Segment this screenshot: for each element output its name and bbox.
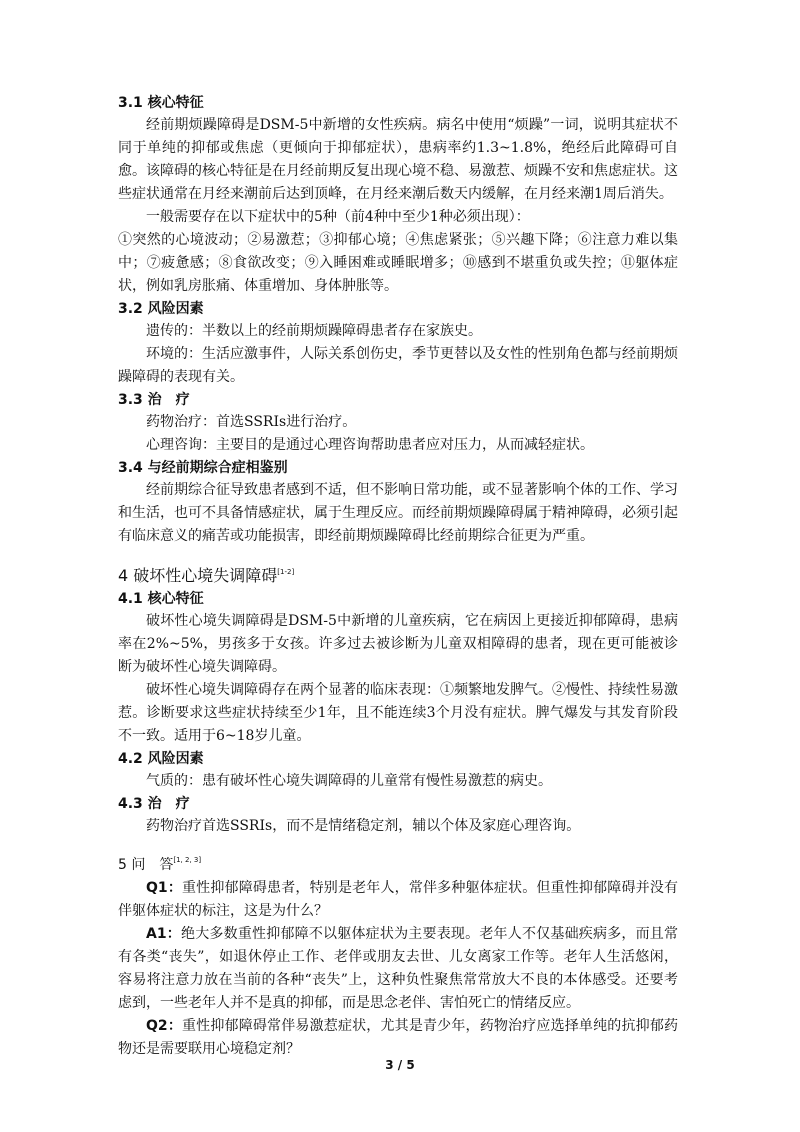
section-3-1-para-2: 一般需要存在以下症状中的5种（前4种中至少1种必须出现）：	[146, 209, 530, 225]
section-3-2-para-1: 遗传的：半数以上的经前期烦躁障碍患者存在家族史。	[146, 323, 482, 339]
page-content	[118, 92, 678, 1061]
question-1-label: Q1：	[146, 880, 182, 896]
section-3-3-para-2: 心理咨询：主要目的是通过心理咨询帮助患者应对压力，从而减轻症状。	[146, 437, 594, 453]
section-4-1-para-2: 破坏性心境失调障碍存在两个显著的临床表现：①频繁地发脾气。②慢性、持续性易激惹。诊断要求这些症状持续至少1年，且不能连续3个月没有症状。脾气爆发与其发育阶段不一致。适用于6~18岁儿童。	[118, 682, 678, 744]
section-4-1-heading: 4.1 核心特征	[118, 591, 204, 607]
section-3-3-para-1: 药物治疗：首选SSRIs进行治疗。	[146, 414, 357, 430]
section-3-1-heading: 3.1 核心特征	[118, 95, 204, 111]
section-4-3-heading: 4.3 治 疗	[118, 796, 190, 812]
section-5-title: 5 问 答	[118, 857, 174, 873]
section-3-1-para-1: 经前期烦躁障碍是DSM-5中新增的女性疾病。病名中使用“烦躁”一词，说明其症状不同于单纯的抑郁或焦虑（更倾向于抑郁症状），患病率约1.3~1.8%，绝经后此障碍可自愈。该障碍的核心特征是在月经前期反复出现心境不稳、易激惹、烦躁不安和焦虑症状。这些症状通常在月经来潮前后达到顶峰，在月经来潮后数天内缓解，在月经来潮1周后消失。	[118, 117, 678, 202]
section-3-1-symptom-list: ①突然的心境波动；②易激惹；③抑郁心境；④焦虑紧张；⑤兴趣下降；⑥注意力难以集中；⑦疲惫感；⑧食欲改变；⑨入睡困难或睡眠增多；⑩感到不堪重负或失控；⑪躯体症状，例如乳房胀痛、体重增加、身体肿胀等。	[118, 232, 678, 294]
answer-1-label: A1：	[146, 926, 181, 942]
section-4-title: 4 破坏性心境失调障碍	[118, 566, 278, 585]
question-2-label: Q2：	[146, 1018, 182, 1034]
answer-1	[118, 923, 678, 1015]
section-3-4-para-1: 经前期综合征导致患者感到不适，但不影响日常功能，或不显著影响个体的工作、学习和生活，也可不具备情感症状，属于生理反应。而经前期烦躁障碍属于精神障碍，必须引起有临床意义的痛苦或功能损害，即经前期烦躁障碍比经前期综合征更为严重。	[118, 482, 678, 544]
section-4-reference: [1-2]	[277, 568, 295, 576]
question-1	[118, 877, 678, 923]
section-3-4-heading: 3.4 与经前期综合症相鉴别	[118, 460, 288, 476]
section-3-2-heading: 3.2 风险因素	[118, 301, 204, 317]
section-4-1-para-1: 破坏性心境失调障碍是DSM-5中新增的儿童疾病，它在病因上更接近抑郁障碍，患病率在2%~5%，男孩多于女孩。许多过去被诊断为儿童双相障碍的患者，现在更可能被诊断为破坏性心境失调障碍。	[118, 613, 678, 675]
section-4-heading	[118, 560, 678, 588]
answer-1-text: 绝大多数重性抑郁障不以躯体症状为主要表现。老年人不仅基础疾病多，而且常有各类“丧失”，如退休停止工作、老伴或朋友去世、儿女离家工作等。老年人生活悠闲，容易将注意力放在当前的各种“丧失”上，这种负性聚焦常常放大不良的本体感受。还要考虑到，一些老年人并不是真的抑郁，而是思念老伴、害怕死亡的情绪反应。	[118, 926, 679, 1011]
section-4-2-heading: 4.2 风险因素	[118, 751, 204, 767]
section-4-3-para-1: 药物治疗首选SSRIs，而不是情绪稳定剂，辅以个体及家庭心理咨询。	[146, 818, 581, 834]
section-5-reference: [1, 2, 3]	[173, 856, 202, 864]
question-1-text: 重性抑郁障碍患者，特别是老年人，常伴多种躯体症状。但重性抑郁障碍并没有伴躯体症状的标注，这是为什么？	[118, 880, 678, 919]
section-5-heading	[118, 848, 678, 877]
page-number: 3 / 5	[385, 1058, 415, 1072]
question-2-text: 重性抑郁障碍常伴易激惹症状，尤其是青少年，药物治疗应选择单纯的抗抑郁药物还是需要联用心境稳定剂？	[118, 1018, 678, 1057]
section-4-2-para-1: 气质的：患有破坏性心境失调障碍的儿童常有慢性易激惹的病史。	[146, 773, 552, 789]
question-2	[118, 1015, 678, 1061]
section-3-2-para-2: 环境的：生活应激事件，人际关系创伤史，季节更替以及女性的性别角色都与经前期烦躁障碍的表现有关。	[118, 346, 678, 385]
section-3-3-heading: 3.3 治 疗	[118, 392, 190, 408]
